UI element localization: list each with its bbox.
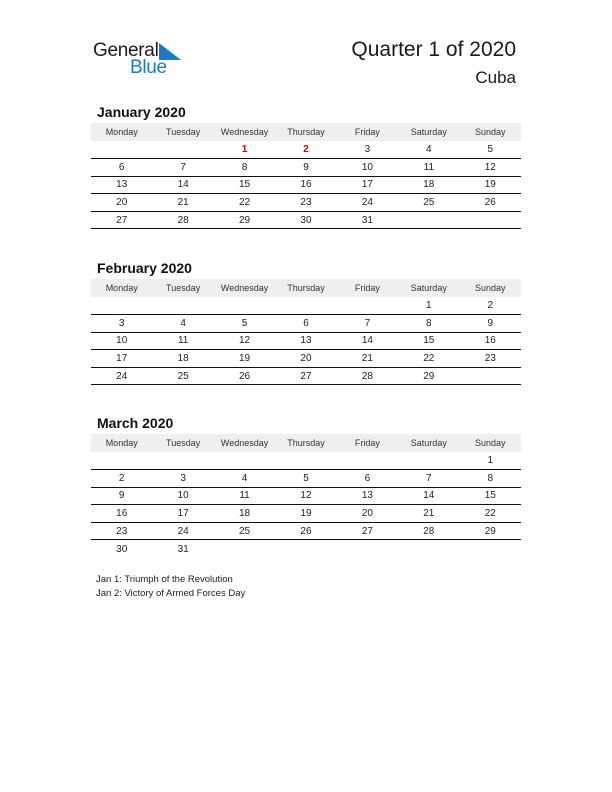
- day-cell: 18: [398, 176, 459, 194]
- week-row: [91, 297, 521, 315]
- day-cell: 13: [337, 487, 398, 505]
- day-cell: 26: [275, 522, 336, 540]
- week-row: [91, 194, 521, 212]
- day-cell: 15: [460, 487, 521, 505]
- day-cell: 15: [214, 176, 275, 194]
- day-cell: 29: [398, 367, 459, 385]
- day-cell: 4: [152, 315, 213, 333]
- day-cell: 7: [398, 470, 459, 488]
- calendar-grid: [91, 434, 521, 558]
- day-cell: 27: [275, 367, 336, 385]
- day-cell: 22: [398, 350, 459, 368]
- day-cell: 1: [398, 297, 459, 315]
- weekday-header: Sunday: [460, 123, 521, 141]
- day-cell: 5: [460, 141, 521, 159]
- day-cell: [337, 297, 398, 315]
- month-january: [91, 104, 521, 229]
- day-cell: [275, 540, 336, 558]
- day-cell: 12: [214, 332, 275, 350]
- day-cell: 20: [91, 194, 152, 212]
- day-cell: 8: [398, 315, 459, 333]
- day-cell: 22: [460, 505, 521, 523]
- day-cell: 30: [275, 211, 336, 229]
- day-cell: 11: [398, 159, 459, 177]
- day-cell: 10: [337, 159, 398, 177]
- day-cell: 14: [152, 176, 213, 194]
- weekday-header: Thursday: [275, 123, 336, 141]
- day-cell: 14: [398, 487, 459, 505]
- day-cell: 8: [460, 470, 521, 488]
- week-row: [91, 159, 521, 177]
- calendar-grid: [91, 123, 521, 229]
- day-cell: [91, 141, 152, 159]
- day-cell: 18: [214, 505, 275, 523]
- day-cell: 21: [337, 350, 398, 368]
- day-cell: [275, 452, 336, 470]
- day-cell: [91, 452, 152, 470]
- weekday-header: Monday: [91, 279, 152, 297]
- day-cell: [214, 297, 275, 315]
- weekday-header: Thursday: [275, 279, 336, 297]
- day-cell: 23: [460, 350, 521, 368]
- day-cell: 6: [337, 470, 398, 488]
- month-title: February 2020: [97, 260, 192, 276]
- generalblue-logo: [93, 40, 193, 80]
- month-february: [91, 260, 521, 385]
- day-cell: 24: [91, 367, 152, 385]
- day-cell: [398, 452, 459, 470]
- day-cell: 5: [214, 315, 275, 333]
- day-cell: 9: [460, 315, 521, 333]
- weekday-header: Monday: [91, 123, 152, 141]
- day-cell: 28: [337, 367, 398, 385]
- day-cell: 27: [91, 211, 152, 229]
- day-cell: 29: [460, 522, 521, 540]
- weekday-header: Friday: [337, 123, 398, 141]
- day-cell: 16: [460, 332, 521, 350]
- day-cell: 4: [214, 470, 275, 488]
- holiday-note: Jan 1: Triumph of the Revolution: [96, 574, 233, 585]
- holiday-note: Jan 2: Victory of Armed Forces Day: [96, 588, 246, 599]
- day-cell: 4: [398, 141, 459, 159]
- month-march: [91, 415, 521, 558]
- day-cell: 7: [152, 159, 213, 177]
- day-cell: [91, 297, 152, 315]
- day-cell: 1: [214, 141, 275, 159]
- day-cell: 3: [91, 315, 152, 333]
- weekday-header: Thursday: [275, 434, 336, 452]
- weekday-header: Wednesday: [214, 279, 275, 297]
- day-cell: [275, 297, 336, 315]
- day-cell: [460, 540, 521, 558]
- week-row: [91, 522, 521, 540]
- week-row: [91, 211, 521, 229]
- day-cell: 2: [460, 297, 521, 315]
- day-cell: 20: [275, 350, 336, 368]
- week-row: [91, 176, 521, 194]
- day-cell: 16: [91, 505, 152, 523]
- day-cell: 11: [152, 332, 213, 350]
- day-cell: 31: [177, 543, 189, 555]
- week-row: [91, 141, 521, 159]
- day-cell: 25: [214, 522, 275, 540]
- day-cell: 2: [275, 141, 336, 159]
- day-cell: 12: [275, 487, 336, 505]
- day-cell: [152, 452, 213, 470]
- calendar-grid: [91, 279, 521, 385]
- day-cell: 6: [275, 315, 336, 333]
- day-cell: 22: [214, 194, 275, 212]
- day-cell: 28: [152, 211, 213, 229]
- logo-text-blue: Blue: [130, 57, 167, 78]
- day-cell: 5: [275, 470, 336, 488]
- day-cell: [460, 211, 521, 229]
- month-title: January 2020: [97, 104, 186, 120]
- day-cell: 14: [337, 332, 398, 350]
- day-cell: 28: [398, 522, 459, 540]
- week-row: [91, 332, 521, 350]
- weekday-header: Saturday: [398, 123, 459, 141]
- day-cell: [214, 540, 275, 558]
- day-cell: 26: [460, 194, 521, 212]
- weekday-header: Sunday: [460, 279, 521, 297]
- weekday-header: Wednesday: [214, 123, 275, 141]
- day-cell: 25: [398, 194, 459, 212]
- logo-text-general: General: [93, 40, 159, 61]
- day-cell: 2: [91, 470, 152, 488]
- day-cell: [152, 141, 213, 159]
- day-cell: 27: [337, 522, 398, 540]
- week-row: [91, 505, 521, 523]
- day-cell: 17: [152, 505, 213, 523]
- day-cell: 9: [91, 487, 152, 505]
- day-cell: [337, 452, 398, 470]
- day-cell: [398, 211, 459, 229]
- day-cell: 1: [460, 452, 521, 470]
- weekday-header: Saturday: [398, 279, 459, 297]
- day-cell: 8: [214, 159, 275, 177]
- weekday-header: Saturday: [398, 434, 459, 452]
- day-cell: 15: [398, 332, 459, 350]
- day-cell: 13: [275, 332, 336, 350]
- day-cell: 16: [275, 176, 336, 194]
- day-cell: 26: [214, 367, 275, 385]
- week-row: [91, 487, 521, 505]
- holiday-notes: [96, 573, 245, 601]
- day-cell: 13: [91, 176, 152, 194]
- day-cell: 18: [152, 350, 213, 368]
- day-cell: 29: [214, 211, 275, 229]
- day-cell: [214, 452, 275, 470]
- weekday-header: Wednesday: [214, 434, 275, 452]
- weekday-header: Sunday: [460, 434, 521, 452]
- weekday-header: Tuesday: [152, 434, 213, 452]
- week-row: [91, 315, 521, 333]
- week-row: [91, 452, 521, 470]
- week-row: [91, 540, 521, 558]
- day-cell: 20: [337, 505, 398, 523]
- day-cell: 23: [275, 194, 336, 212]
- month-title: March 2020: [97, 415, 174, 431]
- day-cell: 10: [91, 332, 152, 350]
- day-cell: 3: [337, 141, 398, 159]
- day-cell: 30: [116, 543, 128, 555]
- day-cell: 9: [275, 159, 336, 177]
- day-cell: 19: [275, 505, 336, 523]
- day-cell: 21: [398, 505, 459, 523]
- day-cell: [398, 540, 459, 558]
- day-cell: 6: [91, 159, 152, 177]
- day-cell: 3: [152, 470, 213, 488]
- day-cell: [152, 297, 213, 315]
- day-cell: 23: [91, 522, 152, 540]
- day-cell: [460, 367, 521, 385]
- day-cell: 19: [460, 176, 521, 194]
- day-cell: 17: [337, 176, 398, 194]
- day-cell: 21: [152, 194, 213, 212]
- weekday-header: Friday: [337, 434, 398, 452]
- weekday-header: Monday: [91, 434, 152, 452]
- day-cell: 11: [214, 487, 275, 505]
- day-cell: 7: [337, 315, 398, 333]
- week-row: [91, 350, 521, 368]
- week-row: [91, 470, 521, 488]
- weekday-header: Friday: [337, 279, 398, 297]
- weekday-header: Tuesday: [152, 123, 213, 141]
- day-cell: 24: [152, 522, 213, 540]
- day-cell: 17: [91, 350, 152, 368]
- day-cell: 19: [214, 350, 275, 368]
- day-cell: 31: [337, 211, 398, 229]
- day-cell: 25: [152, 367, 213, 385]
- country-name: Cuba: [475, 68, 516, 87]
- page-title: Quarter 1 of 2020: [351, 38, 516, 61]
- day-cell: 10: [152, 487, 213, 505]
- day-cell: 24: [337, 194, 398, 212]
- day-cell: [337, 540, 398, 558]
- day-cell: 12: [460, 159, 521, 177]
- weekday-header: Tuesday: [152, 279, 213, 297]
- week-row: [91, 367, 521, 385]
